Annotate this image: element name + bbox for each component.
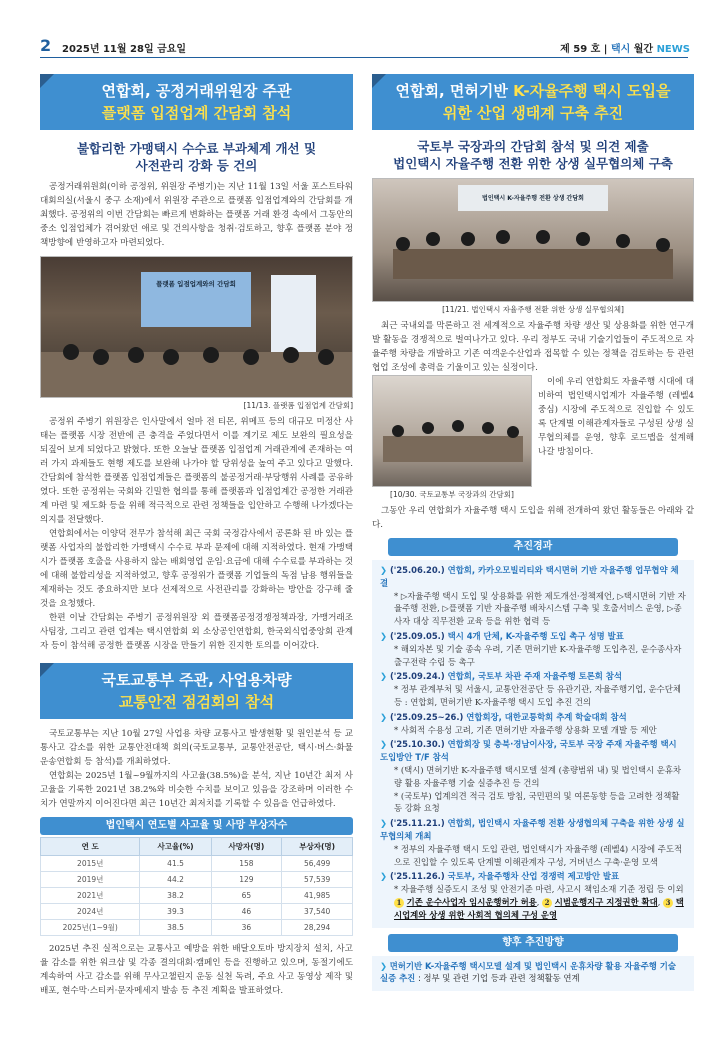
col-rate: 사고율(%) [140,838,211,856]
table-row [41,920,353,936]
brand-news: NEWS [656,44,690,55]
article1-subtitle [40,140,353,174]
article3-para1: 최근 국내외를 막론하고 전 세계적으로 자율주행 차량 생산 및 상용화를 위한 연구개발 활동을 경쟁적으로 벌여나가고 있다. 우리 정부도 국내 기술기업들이 주도적으로 자율주행 차량을 개발하고 기존 여객운수산업과 접목할 수 있는 정책을 검토하는 등 관련 협업 조성에 총력을 기울이고 있는 실정이다. [372,321,694,373]
arrow-icon: ❯ [380,818,388,829]
item-body: * 사회적 수용성 고려, 기존 면허기반 자율주행 상용화 모델 개발 등 제안 [394,724,657,735]
list-item [380,670,686,708]
photo-screen-text: 플랫폼 입점업계와의 간담회 [156,280,236,288]
list-item [380,817,686,868]
right-column [372,74,694,991]
header-rule [40,57,688,58]
article3-para2: 이에 우리 연합회도 자율주행 시대에 대비하여 법인택시업계가 자율주행 (레벨4 중심) 시장에 주도적으로 진입할 수 있도록 단계별 이해관계자들로 구성된 상생 실무협의체를 운영, 향후 로드맵을 설계해 나갈 방침이다. [538,377,694,457]
article3-photo2-wrap [372,375,532,504]
meeting-table [41,352,353,397]
cell: 2024년 [41,904,140,920]
measure-3: 택시업계와 상생 위한 사회적 협의체 구성 운영 [394,896,684,920]
item-title: 연합회, 국토부 차관 주재 자율주행 토론회 참석 [444,671,622,682]
arrow-icon: ❯ [380,871,388,882]
meeting-table [393,249,673,279]
issue-number: 제 59 호 [560,44,601,55]
page-number: 2 [40,36,52,55]
title-part-a: 연합회, 면허기반 [395,82,514,100]
cell: 28,294 [282,920,353,936]
arrow-icon: ❯ [380,565,388,575]
article3-subtitle-line2: 법인택시 자율주행 전환 위한 상생 실무협의체 구축 [393,156,673,171]
attendees [396,230,670,252]
arrow-icon: ❯ [380,739,388,750]
item-title: 연합회장, 대한교통학회 추계 학술대회 참석 [463,711,627,722]
article3-title-line1 [376,80,690,102]
banner-corner [40,663,54,677]
article2-para2: 연합회는 2025년 1월~9월까지의 사고율(38.5%)을 분석, 지난 10년간 최저 사고율을 기록한 2021년 38.2%와 비슷한 수치를 보이고 있음을 강조하며 이러한 수치가 연말까지 이어진다면 최근 10년간 최저치를 기록할 수 있음을 언급하였다. [40,771,353,809]
article3-caption1: [11/21. 법인택시 자율주행 전환 위한 상생 실무협의체] [442,305,624,314]
arrow-icon: ❯ [380,960,388,971]
director-meeting-illustration [373,376,532,486]
cell: 2019년 [41,872,140,888]
col-injuries: 부상자(명) [282,838,353,856]
item-body-text: * 자율주행 실증도시 조성 및 안전기준 마련, 사고시 책임소재 기준 정립 등 이외 [394,884,684,895]
cell: 158 [211,856,282,872]
cell: 129 [211,872,282,888]
cell: 41.5 [140,856,211,872]
list-item [380,630,686,668]
article3-photo2 [372,375,532,487]
item-title: 연합회, 법인택시 자율주행 전환 상생협의체 구축을 위한 상생 실무협의체 개최 [380,818,685,841]
attendees [392,420,519,438]
article3-caption2: [10/30. 국토교통부 국장과의 간담회] [390,490,514,499]
article3-banner [372,74,694,130]
page-header [0,0,720,62]
table-header-row [41,838,353,856]
cell: 36 [211,920,282,936]
list-item [380,564,686,628]
cell: 44.2 [140,872,211,888]
article1-para2: 공정위 주병기 위원장은 인사말에서 얼마 전 티몬, 위메프 등의 대규모 미정산 사태는 플랫폼 시장 전반에 큰 충격을 주었다면서 이를 계기로 제도 보완의 필요성을 되짚어 보게 되었다고 밝혔다. 또한 오늘날 플랫폼 입점업계 거래관계에 존재하는 여러 가지 과제들도 현행 제도를 보완해 나가야 할 당위성을 높여 주고 있다고 말했다. 간담회에 참석한 플랫폼 입점업계들은 플랫폼의 불공정거래·부당행위 사례를 공유하였다. 또한 공정위는 국회와 긴밀한 협의를 통해 플랫폼과 입점업계간 공정한 거래관계 마련 및 제도화 등을 위해 적극적으로 관련 정책들을 입안하고 수행해 나가겠다는 의지를 전달했다. [40,417,353,525]
article1-photo [40,256,353,398]
article1-para1: 공정거래위원회(이하 공정위, 위원장 주병기)는 지난 11월 13일 서울 포스트타워 대회의실(서울시 중구 소재)에서 위원장 주관으로 플랫폼 입점업계와의 간담회를 개최했다. 공정위의 이번 간담회는 빠르게 변화하는 플랫폼 거래 환경 속에서 그동안의 중소 입점업체가 겪어왔던 애로 및 건의사항을 청취·검토하고, 향후 플랫폼 분야 정책방향에 반영하고자 마련되었다. [40,182,353,248]
future-title: 면허기반 K-자율주행 택시모델 설계 및 법인택시 운휴차량 활용 자율주행 기술 실증 추진 [380,960,676,984]
future-body: : 정부 및 관련 기업 등과 관련 정책활동 연계 [415,973,580,984]
item-date: ('25.09.05.) [389,630,445,641]
cell: 38.2 [140,888,211,904]
meeting-photo-illustration [41,257,353,397]
article1-banner [40,74,353,130]
item-body: * 정부의 자율주행 택시 도입 관련, 법인택시가 자율주행 (레벨4) 시장에 주도적으로 진입할 수 있도록 단계별 이해관계자 구성, 거버넌스 구축·운영 모색 [394,843,683,867]
cell: 2021년 [41,888,140,904]
article3-para3: 그동안 우리 연합회가 자율주행 택시 도입을 위해 전개하여 왔던 활동들은 아래와 같다. [372,506,694,530]
item-title: 국토부, 자율주행차 산업 경쟁력 제고방안 발표 [444,871,620,882]
article2-title-line1: 국토교통부 주관, 사업용차량 [101,671,292,689]
article2-para1: 국토교통부는 지난 10월 27일 사업용 차량 교통사고 발생현황 및 원인분석 등 교통사고 감소를 위한 교통안전대책 회의(국토교통부, 교통안전공단, 택시·버스·화물 운송연합회 등 참석)를 개최하였다. [40,729,353,767]
col-deaths: 사망자(명) [211,838,282,856]
circled-3: 3 [663,898,673,908]
list-item [380,738,686,815]
banner-corner [372,74,386,88]
cell: 37,540 [282,904,353,920]
accident-table-title: 법인택시 연도별 사고율 및 사망 부상자수 [40,817,353,835]
list-item [380,870,686,921]
table-row [41,856,353,872]
article1-para4: 한편 이날 간담회는 주병기 공정위원장 외 플랫폼공정경쟁정책과장, 가맹거래조사팀장, 그리고 관련 업계는 택시연합회 외 소상공인연합회, 한국외식업중앙회 관계자 등이 참석해 공정한 플랫폼 시장을 만들기 위한 진지한 토의를 이어갔다. [40,613,353,651]
cell: 2015년 [41,856,140,872]
future-item [380,960,686,986]
arrow-icon: ❯ [380,671,388,682]
arrow-icon: ❯ [380,630,388,641]
issue-label: 제 59 호 | 택시 월간 NEWS [560,44,690,55]
article2-title-line2: 교통안전 점검회의 참석 [118,693,275,711]
list-item [380,711,686,737]
cell: 65 [211,888,282,904]
table-row [41,904,353,920]
item-date: ('25.06.20.) [389,565,445,575]
item-body: * 해외자본 및 기술 종속 우려, 기존 면허기반 K-자율주행 도입추진, 운수종사자 출구전략 수립 등 촉구 [394,643,682,667]
item-date: ('25.11.21.) [389,818,445,829]
banner-corner [40,74,54,88]
item-date: ('25.10.30.) [389,739,445,750]
table-row [41,888,353,904]
cell: 46 [211,904,282,920]
item-title: 택시 4개 단체, K-자율주행 도입 촉구 성명 발표 [444,630,624,641]
left-column [40,74,353,998]
article2-banner [40,663,353,719]
cell: 56,499 [282,856,353,872]
article3-subtitle-line1: 국토부 국장과의 간담회 참석 및 의견 제출 [417,139,649,154]
article3-subtitle [372,138,694,172]
item-body: * 자율주행 실증도시 조성 및 안전기준 마련, 사고시 책임소재 기준 정립 등 이외 1 기존 운수사업자 임시운행허가 허용, 2 시범운행지구 지정권한 확대, 3 택시업계와 상생 위한 사회적 협의체 구성 운영 [394,884,684,920]
article1-title-line2: 플랫폼 입점업계 간담회 참석 [101,104,292,122]
item-date: ('25.09.24.) [389,671,445,682]
cell: 57,539 [282,872,353,888]
item-date: ('25.09.25~26.) [389,711,464,722]
article3-title-line2: 위한 산업 생태계 구축 추진 [442,104,624,122]
article2-para3: 2025년 추진 실적으로는 교통사고 예방을 위한 배달오토바 방지장치 설치, 사고율 감소를 위한 워크샵 및 각종 결의대회·캠페인 등을 진행하고 있으며, 동절기에도 계속하여 사고 감소를 위해 무사고챌린지 운동 실천 독려, 주요 사고 동영상 제작 및 배포, 현수막·스티커·문자메세지 발송 등 추진 계획을 발표하였다. [40,944,353,996]
photo-banner-text: 법인택시 K-자율주행 전환 상생 간담회 [482,195,584,202]
cell: 39.3 [140,904,211,920]
article3-photo [372,178,694,302]
measure-2: 시범운행지구 지정권한 확대 [554,896,658,907]
issue-date: 2025년 11월 28일 금요일 [62,44,187,55]
item-body: * 정부 관계부처 및 서울시, 교통안전공단 등 유관기관, 자율주행기업, 운수단체 등 : 연합회, 면허기반 K-자율주행 택시 도입 추진 건의 [394,684,681,707]
cell: 41,985 [282,888,353,904]
article1-title-line1: 연합회, 공정거래위원장 주관 [101,82,292,100]
item-date: ('25.11.26.) [389,871,445,882]
cell: 38.5 [140,920,211,936]
article1-caption: [11/13. 플랫폼 입점업계 간담회] [243,401,353,410]
title-part-b: K-자율주행 택시 도입을 [513,82,671,100]
item-title: 연합회, 카카오모빌리티와 택시면허 기반 자율주행 업무협약 체결 [380,565,679,588]
item-title: 연합회장 및 충북·경남이사장, 국토부 국장 주재 자율주행 택시 도입방안 T/F 참석 [380,739,677,763]
article3-inline-block [372,375,694,504]
meeting-table [383,436,523,462]
future-box [372,956,694,992]
progress-section-label: 추진경과 [388,538,678,556]
cell: 2025년(1~9월) [41,920,140,936]
standing-banner [271,275,316,360]
col-year: 연 도 [41,838,140,856]
circled-1: 1 [394,898,404,908]
item-body: * (택시) 면허기반 K-자율주행 택시모델 설계 (총량범위 내) 및 법인택시 운휴차량 활용 자율주행 기술 실증추진 등 건의 * (국토부) 업계의견 적극 검토 방침, 국민편의 및 여론동향 등을 고려한 정책활동 강화 요청 [394,764,681,814]
progress-list [372,560,694,928]
brand-sub: 월간 [633,44,654,55]
accident-table [40,837,353,936]
future-section-label: 향후 추진방향 [388,934,678,952]
article1-para3: 연합회에서는 이양덕 전무가 참석해 최근 국회 국정감사에서 공론화 된 바 있는 플랫폼 사업자의 불합리한 가맹택시 수수료 부과 문제에 대해 지적하였다. 현재 가맹택시가 플랫폼 호출을 사용하지 않는 배회영업 운임·요금에 대해 수수료를 부과하는 것에 대해 불합리성을 지적하였고, 향후 공정위가 플랫폼 기업들의 독점 남용 행위들을 제재하는 것도 중요하지만 보다 선제적으로 사전관리를 강화하는 방안을 강구해 줄 것을 요청했다. [40,529,354,609]
article1-subtitle-line2: 사전관리 강화 등 건의 [135,158,258,173]
arrow-icon: ❯ [380,711,388,722]
circled-2: 2 [542,898,552,908]
brand-name: 택시 [610,44,631,55]
item-body: * ▷자율주행 택시 도입 및 상용화를 위한 제도개선·정책제언, ▷택시면허 기반 자율주행 전환, ▷플랫폼 기반 자율주행 배차시스템 구축 및 호출서비스 운영, ▷종사자 대상 직무전환 교육 등을 위한 협력 등 [394,590,686,627]
article1-subtitle-line1: 불합리한 가맹택시 수수료 부과체계 개선 및 [76,141,317,156]
measure-1: 기존 운수사업자 임시운행허가 허용 [406,896,537,907]
table-row [41,872,353,888]
